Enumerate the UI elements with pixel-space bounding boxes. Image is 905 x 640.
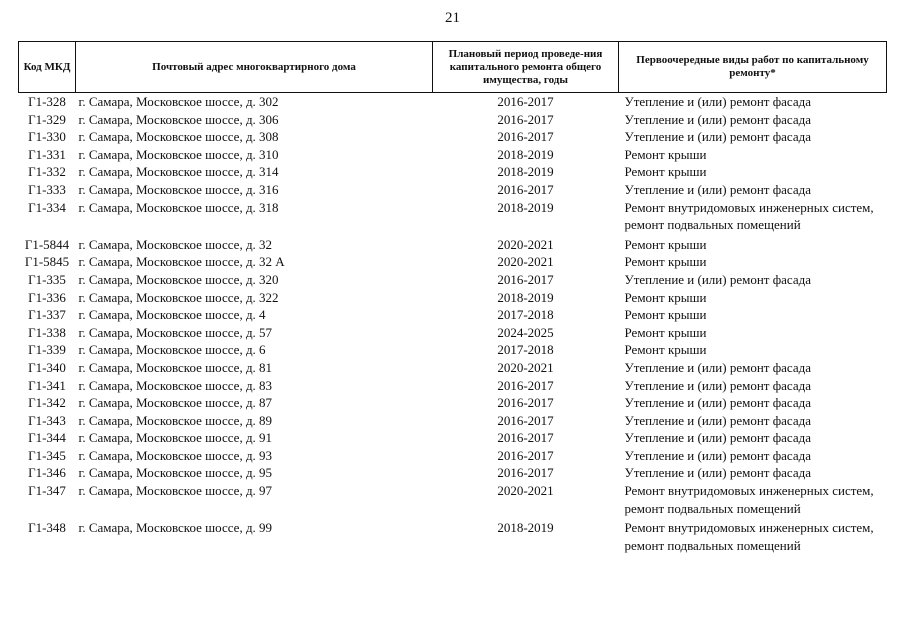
cell-works: Ремонт крыши [624, 254, 707, 270]
table-row [19, 271, 887, 289]
header-code: Код МКД [19, 42, 76, 93]
cell-code: Г1-331 [28, 146, 66, 162]
cell-period: 2016-2017 [497, 412, 554, 428]
cell-code: Г1-333 [28, 181, 66, 197]
cell-code: Г1-339 [28, 342, 66, 358]
cell-address: г. Самара, Московское шоссе, д. 308 [78, 129, 279, 145]
cell-code: Г1-328 [28, 94, 66, 109]
table-row [19, 199, 887, 236]
cell-code: Г1-348 [28, 520, 66, 536]
cell-period: 2017-2018 [497, 342, 554, 358]
table-row [19, 306, 887, 324]
table-row [19, 236, 887, 254]
cell-address: г. Самара, Московское шоссе, д. 314 [78, 164, 279, 180]
cell-period: 2020-2021 [497, 359, 554, 375]
cell-address: г. Самара, Московское шоссе, д. 310 [78, 146, 279, 162]
cell-period: 2020-2021 [497, 254, 554, 270]
table-row [19, 482, 887, 519]
cell-period: 2016-2017 [497, 129, 554, 145]
table-row [19, 128, 887, 146]
cell-address: г. Самара, Московское шоссе, д. 318 [78, 199, 279, 215]
table-row [19, 447, 887, 465]
cell-works: Утепление и (или) ремонт фасада [624, 377, 811, 393]
table-row [19, 324, 887, 342]
cell-address: г. Самара, Московское шоссе, д. 6 [78, 342, 266, 358]
table-row [19, 341, 887, 359]
cell-address: г. Самара, Московское шоссе, д. 322 [78, 289, 279, 305]
cell-works: Утепление и (или) ремонт фасада [624, 271, 811, 287]
cell-period: 2016-2017 [497, 430, 554, 446]
cell-period: 2018-2019 [497, 289, 554, 305]
cell-code: Г1-343 [28, 412, 66, 428]
cell-code: Г1-5845 [24, 254, 70, 270]
cell-works: Ремонт крыши [624, 164, 707, 180]
cell-works: Ремонт крыши [624, 146, 707, 162]
cell-period: 2018-2019 [497, 520, 554, 536]
cell-address: г. Самара, Московское шоссе, д. 320 [78, 271, 279, 287]
cell-address: г. Самара, Московское шоссе, д. 57 [78, 324, 273, 340]
page-number: 21 [445, 10, 460, 26]
cell-period: 2020-2021 [497, 236, 554, 252]
table-row [19, 464, 887, 482]
cell-code: Г1-329 [28, 111, 66, 127]
table-row [19, 519, 887, 556]
table-row [19, 289, 887, 307]
cell-period: 2018-2019 [497, 146, 554, 162]
cell-address: г. Самара, Московское шоссе, д. 93 [78, 447, 273, 463]
table-row [19, 412, 887, 430]
table-row [19, 146, 887, 164]
cell-code: Г1-340 [28, 359, 66, 375]
cell-works: Утепление и (или) ремонт фасада [624, 465, 811, 481]
cell-works: Утепление и (или) ремонт фасада [624, 94, 811, 109]
cell-works: Ремонт внутридомовых инженерных систем, ремонт подвальных помещений [624, 520, 874, 553]
cell-works: Утепление и (или) ремонт фасада [624, 395, 811, 411]
cell-works: Утепление и (или) ремонт фасада [624, 359, 811, 375]
cell-code: Г1-336 [28, 289, 66, 305]
cell-period: 2016-2017 [497, 377, 554, 393]
cell-period: 2016-2017 [497, 181, 554, 197]
cell-period: 2024-2025 [497, 324, 554, 340]
table-row [19, 429, 887, 447]
cell-address: г. Самара, Московское шоссе, д. 4 [78, 307, 266, 323]
cell-works: Ремонт внутридомовых инженерных систем, ремонт подвальных помещений [624, 483, 874, 516]
cell-code: Г1-345 [28, 447, 66, 463]
cell-address: г. Самара, Московское шоссе, д. 32 [78, 236, 273, 252]
cell-period: 2016-2017 [497, 465, 554, 481]
cell-address: г. Самара, Московское шоссе, д. 81 [78, 359, 273, 375]
cell-period: 2017-2018 [497, 307, 554, 323]
header-address: Почтовый адрес многоквартирного дома [76, 42, 433, 93]
cell-code: Г1-347 [28, 483, 66, 499]
cell-works: Ремонт крыши [624, 342, 707, 358]
repair-plan-table [18, 41, 887, 556]
cell-works: Ремонт крыши [624, 236, 707, 252]
cell-code: Г1-332 [28, 164, 66, 180]
cell-period: 2020-2021 [497, 483, 554, 499]
table-row [19, 359, 887, 377]
cell-address: г. Самара, Московское шоссе, д. 99 [78, 520, 273, 536]
cell-address: г. Самара, Московское шоссе, д. 87 [78, 395, 273, 411]
cell-address: г. Самара, Московское шоссе, д. 97 [78, 483, 273, 499]
cell-address: г. Самара, Московское шоссе, д. 316 [78, 181, 279, 197]
header-period: Плановый период проведе-ния капитального ремонта общего имущества, годы [433, 42, 619, 93]
table-row [19, 163, 887, 181]
cell-works: Утепление и (или) ремонт фасада [624, 447, 811, 463]
table-body [19, 93, 887, 557]
cell-period: 2016-2017 [497, 111, 554, 127]
cell-address: г. Самара, Московское шоссе, д. 95 [78, 465, 273, 481]
cell-works: Утепление и (или) ремонт фасада [624, 430, 811, 446]
table-row [19, 111, 887, 129]
table-row [19, 181, 887, 199]
cell-code: Г1-330 [28, 129, 66, 145]
cell-period: 2016-2017 [497, 271, 554, 287]
cell-code: Г1-346 [28, 465, 66, 481]
cell-address: г. Самара, Московское шоссе, д. 302 [78, 94, 279, 109]
cell-code: Г1-337 [28, 307, 66, 323]
cell-address: г. Самара, Московское шоссе, д. 306 [78, 111, 279, 127]
cell-address: г. Самара, Московское шоссе, д. 91 [78, 430, 273, 446]
cell-code: Г1-5844 [24, 236, 70, 252]
table-header [19, 42, 887, 93]
cell-works: Ремонт крыши [624, 289, 707, 305]
cell-works: Ремонт крыши [624, 307, 707, 323]
cell-address: г. Самара, Московское шоссе, д. 89 [78, 412, 273, 428]
cell-period: 2016-2017 [497, 447, 554, 463]
cell-code: Г1-341 [28, 377, 66, 393]
cell-works: Утепление и (или) ремонт фасада [624, 181, 811, 197]
table-row [19, 93, 887, 111]
cell-code: Г1-344 [28, 430, 66, 446]
cell-works: Утепление и (или) ремонт фасада [624, 412, 811, 428]
cell-code: Г1-338 [28, 324, 66, 340]
cell-address: г. Самара, Московское шоссе, д. 83 [78, 377, 273, 393]
cell-code: Г1-342 [28, 395, 66, 411]
table-row [19, 377, 887, 395]
cell-works: Ремонт внутридомовых инженерных систем, ремонт подвальных помещений [624, 199, 874, 233]
cell-works: Ремонт крыши [624, 324, 707, 340]
cell-period: 2018-2019 [497, 164, 554, 180]
cell-period: 2016-2017 [497, 94, 554, 109]
header-row [19, 42, 887, 93]
cell-works: Утепление и (или) ремонт фасада [624, 129, 811, 145]
table-row [19, 253, 887, 271]
cell-works: Утепление и (или) ремонт фасада [624, 111, 811, 127]
cell-address: г. Самара, Московское шоссе, д. 32 А [78, 254, 285, 270]
cell-period: 2018-2019 [497, 199, 554, 215]
cell-period: 2016-2017 [497, 395, 554, 411]
cell-code: Г1-335 [28, 271, 66, 287]
header-works: Первоочередные виды работ по капитальному ремонту* [619, 42, 887, 93]
cell-code: Г1-334 [28, 199, 66, 215]
table-row [19, 394, 887, 412]
